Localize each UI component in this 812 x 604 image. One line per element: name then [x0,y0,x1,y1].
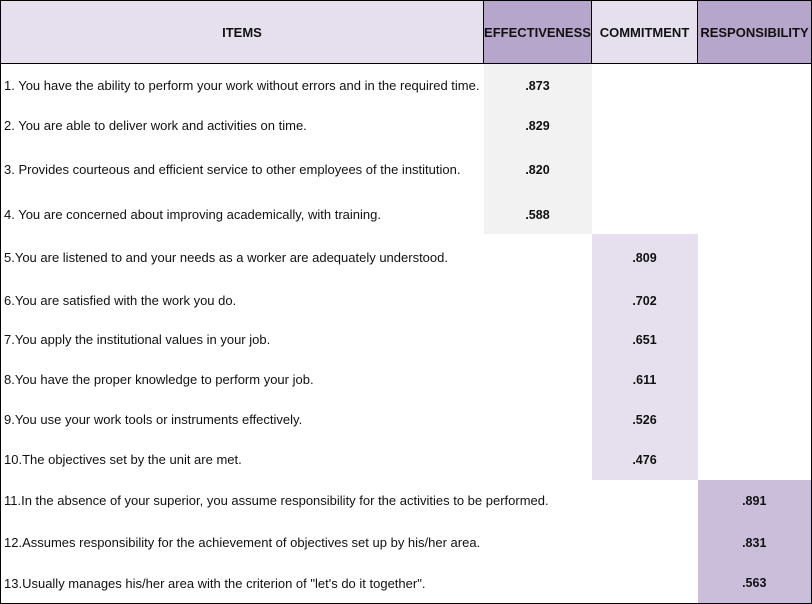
table-row [1,144,812,196]
empty-cell [592,196,698,234]
empty-cell [484,440,592,480]
item-text: 8.You have the proper knowledge to perform your job. [1,360,484,400]
table-row [1,400,812,440]
header-commitment: COMMITMENT [592,1,698,64]
loading-value: .829 [484,108,592,144]
item-text: 1. You have the ability to perform your work without errors and in the required time. [1,64,484,108]
item-text: 4. You are concerned about improving academically, with training. [1,196,484,234]
header-responsibility: RESPONSIBILITY [698,1,812,64]
loading-value: .563 [698,564,812,604]
loading-value: .702 [592,282,698,320]
item-text: 9.You use your work tools or instruments effectively. [1,400,484,440]
header-row [1,1,812,64]
table-row [1,108,812,144]
item-text: 12.Assumes responsibility for the achievement of objectives set up by his/her area. [1,522,698,564]
empty-cell [698,400,812,440]
table-row [1,440,812,480]
table-row [1,564,812,604]
empty-cell [698,196,812,234]
item-text: 6.You are satisfied with the work you do. [1,282,484,320]
loading-value: .891 [698,480,812,522]
loading-value: .809 [592,234,698,282]
empty-cell [484,360,592,400]
empty-cell [484,234,592,282]
item-text: 5.You are listened to and your needs as a worker are adequately understood. [1,234,484,282]
empty-cell [592,144,698,196]
loading-value: .651 [592,320,698,360]
loading-value: .588 [484,196,592,234]
header-effectiveness: EFFECTIVENESS [484,1,592,64]
item-text: 11.In the absence of your superior, you assume responsibility for the activities to be performed. [1,480,698,522]
loading-value: .831 [698,522,812,564]
loading-value: .476 [592,440,698,480]
item-text: 2. You are able to deliver work and activities on time. [1,108,484,144]
item-text: 13.Usually manages his/her area with the criterion of "let's do it together". [1,564,698,604]
empty-cell [698,360,812,400]
empty-cell [592,64,698,108]
table-row [1,234,812,282]
empty-cell [484,400,592,440]
loading-value: .526 [592,400,698,440]
header-items: ITEMS [1,1,484,64]
empty-cell [698,234,812,282]
empty-cell [484,282,592,320]
empty-cell [592,108,698,144]
loading-value: .611 [592,360,698,400]
empty-cell [698,144,812,196]
empty-cell [698,440,812,480]
empty-cell [484,320,592,360]
item-text: 3. Provides courteous and efficient service to other employees of the institution. [1,144,484,196]
table-row [1,282,812,320]
table-row [1,320,812,360]
empty-cell [698,64,812,108]
empty-cell [698,108,812,144]
loading-value: .873 [484,64,592,108]
table-row [1,64,812,108]
table-row [1,360,812,400]
item-text: 10.The objectives set by the unit are met. [1,440,484,480]
empty-cell [698,282,812,320]
item-text: 7.You apply the institutional values in your job. [1,320,484,360]
loading-value: .820 [484,144,592,196]
table-row [1,480,812,522]
empty-cell [698,320,812,360]
table-row [1,196,812,234]
table-row [1,522,812,564]
